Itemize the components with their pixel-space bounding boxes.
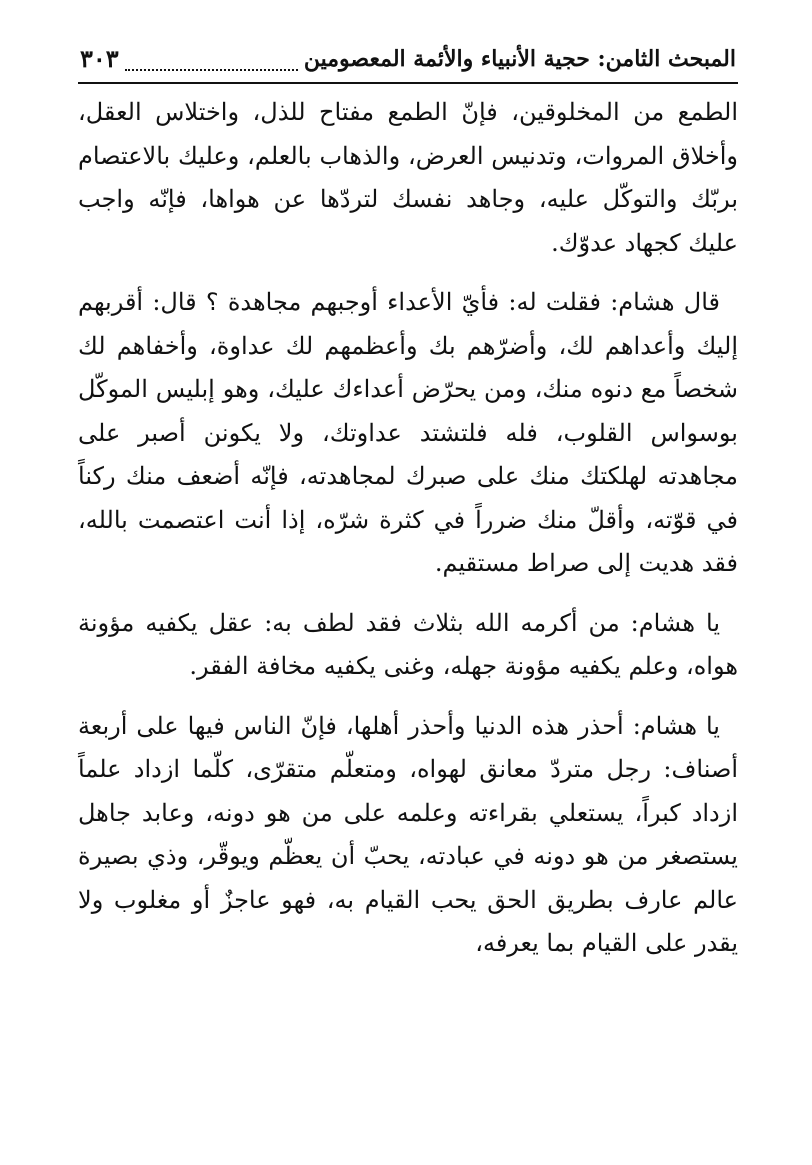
chapter-title: المبحث الثامن: حجية الأنبياء والأئمة المعصومين bbox=[303, 46, 736, 72]
document-page bbox=[78, 36, 738, 1136]
paragraph-2: قال هشام: فقلت له: فأيّ الأعداء أوجبهم مجاهدة ؟ قال: أقربهم إليك وأعداهم لك، وأضرّهم بك وأعظمهم لك عداوة، وأخفاهم لك شخصاً مع دنوه منك، ومن يحرّض أعداءك عليك، وهو إبليس الموكّل بوسواس القلوب، فله فلتشتد عداوتك، ولا يكونن أصبر على مجاهدته لهلكتك منك على صبرك لمجاهدته، فإنّه أضعف منك ركناً في قوّته، وأقلّ منك ضرراً في كثرة شرّه، إذا أنت اعتصمت بالله، فقد هديت إلى صراط مستقيم. bbox=[78, 288, 738, 577]
paragraph-4: يا هشام: أحذر هذه الدنيا وأحذر أهلها، فإنّ الناس فيها على أربعة أصناف: رجل متردّ معانق لهواه، ومتعلّم متقرّى، كلّما ازداد علماً ازداد كبراً، يستعلي بقراءته وعلمه على من هو دونه، وعابد جاهل يستصغر من هو دونه في عبادته، يحبّ أن يعظّم ويوقّر، وذي بصيرة عالم عارف بطريق الحق يحب القيام به، فهو عاجزٌ أو مغلوب ولا يقدر على القيام بما يعرفه، bbox=[78, 711, 738, 957]
paragraph-3: يا هشام: من أكرمه الله بثلاث فقد لطف به: عقل يكفيه مؤونة هواه، وعلم يكفيه مؤونة جهله، وغنى يكفيه مخافة الفقر. bbox=[78, 608, 738, 680]
running-header bbox=[78, 36, 738, 84]
leader-dots bbox=[125, 59, 298, 71]
paragraph-1: الطمع من المخلوقين، فإنّ الطمع مفتاح للذل، واختلاس العقل، وأخلاق المروات، وتدنيس العرض، والذهاب بالعلم، وعليك بالاعتصام بربّك والتوكّل عليه، وجاهد نفسك لتردّها عن هواها، فإنّه واجب عليك كجهاد عدوّك. bbox=[78, 98, 738, 257]
body-text bbox=[78, 84, 738, 966]
page-number: ٣٠٣ bbox=[80, 44, 119, 73]
